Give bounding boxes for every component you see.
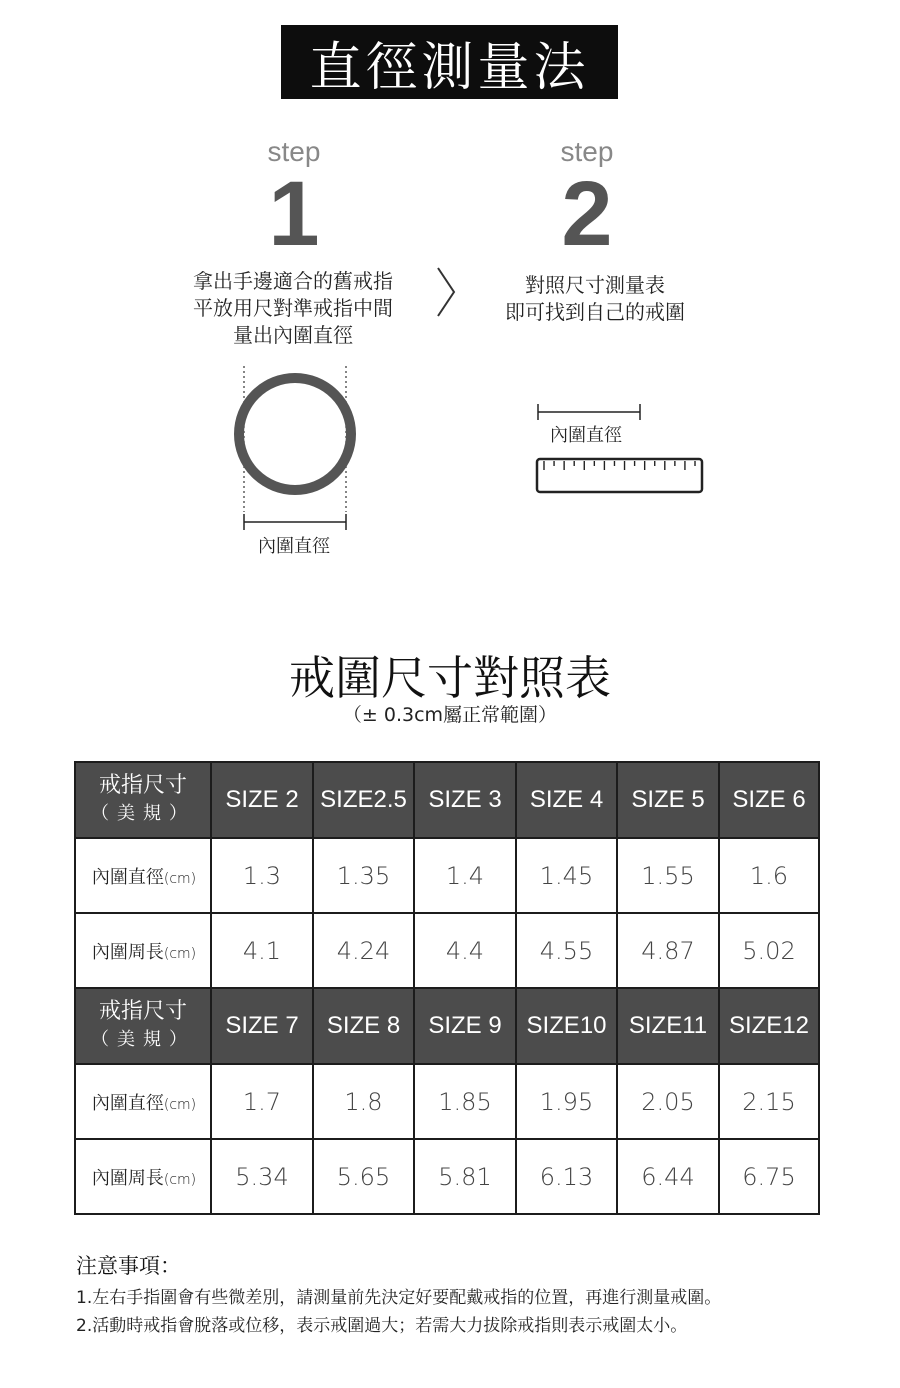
- step1-instructions: [158, 268, 428, 349]
- size-header-cell: SIZE 3: [414, 762, 516, 838]
- diameter-row-value: 1.8: [313, 1064, 414, 1139]
- diameter-row-value: 2.05: [617, 1064, 719, 1139]
- diameter-row-label: [75, 1064, 211, 1139]
- circumference-row-value: 4.87: [617, 913, 719, 988]
- circumference-row-value: 4.4: [414, 913, 516, 988]
- diameter-row-unit: (cm): [163, 1096, 197, 1113]
- diameter-row: [75, 838, 819, 913]
- diameter-row-label-text: 內圍直徑: [91, 1092, 164, 1114]
- circumference-row-unit: (cm): [163, 1171, 197, 1188]
- size-chart-subtitle: （± 0.3cm屬正常範圍）: [342, 704, 558, 726]
- size-chart-title: 戒圍尺寸對照表: [289, 651, 611, 705]
- circumference-row: [75, 913, 819, 988]
- diameter-row-value: 1.6: [719, 838, 819, 913]
- ring-diameter-label: 內圍直徑: [258, 536, 330, 557]
- circumference-row-value: 5.65: [313, 1139, 414, 1214]
- circumference-row-value: 6.13: [516, 1139, 617, 1214]
- diameter-row-label-text: 內圍直徑: [91, 866, 164, 888]
- diameter-row-value: 1.4: [414, 838, 516, 913]
- size-header-cell: SIZE 5: [617, 762, 719, 838]
- size-header-cell: SIZE 7: [211, 988, 313, 1064]
- size-header-cell: SIZE 9: [414, 988, 516, 1064]
- page-banner-title: 直徑測量法: [281, 25, 618, 99]
- size-header-label: [75, 762, 211, 838]
- circumference-row-label-text: 內圍周長: [91, 941, 164, 963]
- diameter-row-value: 1.95: [516, 1064, 617, 1139]
- circumference-row-value: 5.34: [211, 1139, 313, 1214]
- size-header-cell: SIZE2.5: [313, 762, 414, 838]
- diameter-row-label: [75, 838, 211, 913]
- step2-number: 2: [561, 163, 613, 265]
- diameter-row-value: 2.15: [719, 1064, 819, 1139]
- diameter-row-value: 1.35: [313, 838, 414, 913]
- size-header-cell: SIZE 4: [516, 762, 617, 838]
- size-header-text: 戒指尺寸: [98, 773, 187, 798]
- step1-number: 1: [268, 163, 320, 265]
- size-header-cell: SIZE 6: [719, 762, 819, 838]
- circumference-row-value: 4.55: [516, 913, 617, 988]
- circumference-row-value: 5.02: [719, 913, 819, 988]
- size-header-cell: SIZE12: [719, 988, 819, 1064]
- diameter-row-value: 1.45: [516, 838, 617, 913]
- circumference-row-value: 4.1: [211, 913, 313, 988]
- step1-line-3: 量出內圍直徑: [233, 323, 353, 347]
- ruler-icon: [537, 459, 702, 492]
- size-header-cell: SIZE 2: [211, 762, 313, 838]
- step1-word: step: [267, 136, 321, 167]
- notes-line-2: 2.活動時戒指會脫落或位移，表示戒圍過大；若需大力拔除戒指則表示戒圍太小。: [76, 1316, 688, 1336]
- step2-line-1: 對照尺寸測量表: [525, 273, 665, 297]
- circumference-row-label: [75, 913, 211, 988]
- circumference-row-value: 6.44: [617, 1139, 719, 1214]
- diameter-row-unit: (cm): [163, 870, 197, 887]
- diameter-row-value: 1.55: [617, 838, 719, 913]
- ring-size-table: [74, 761, 820, 1215]
- circumference-row-value: 4.24: [313, 913, 414, 988]
- step1-line-1: 拿出手邊適合的舊戒指: [193, 269, 393, 293]
- ruler-diagram: [530, 398, 710, 498]
- size-header-cell: SIZE 8: [313, 988, 414, 1064]
- circumference-row-unit: (cm): [163, 945, 197, 962]
- diameter-row: [75, 1064, 819, 1139]
- ring-diagram: [225, 362, 365, 532]
- notes-section: [76, 1250, 876, 1340]
- diameter-row-value: 1.85: [414, 1064, 516, 1139]
- circumference-row-value: 6.75: [719, 1139, 819, 1214]
- circumference-row-label: [75, 1139, 211, 1214]
- size-header-cell: SIZE10: [516, 988, 617, 1064]
- notes-title: 注意事項：: [76, 1254, 181, 1278]
- size-header-subtext: （美規）: [91, 1029, 195, 1050]
- step1-line-2: 平放用尺對準戒指中間: [193, 296, 393, 320]
- size-header-subtext: （美規）: [91, 803, 195, 824]
- size-header-cell: SIZE11: [617, 988, 719, 1064]
- step2-instructions: [470, 272, 720, 326]
- size-header-text: 戒指尺寸: [98, 999, 187, 1024]
- diameter-row-value: 1.7: [211, 1064, 313, 1139]
- ring-icon: [239, 378, 351, 490]
- step2-word: step: [560, 136, 614, 167]
- size-header-label: [75, 988, 211, 1064]
- notes-line-1: 1.左右手指圍會有些微差別，請測量前先決定好要配戴戒指的位置，再進行測量戒圍。: [76, 1288, 722, 1308]
- chevron-right-icon: [428, 262, 464, 322]
- circumference-row: [75, 1139, 819, 1214]
- circumference-row-label-text: 內圍周長: [91, 1167, 164, 1189]
- circumference-row-value: 5.81: [414, 1139, 516, 1214]
- diameter-row-value: 1.3: [211, 838, 313, 913]
- step2-line-2: 即可找到自己的戒圍: [505, 300, 685, 324]
- ruler-diameter-label: 內圍直徑: [550, 425, 622, 446]
